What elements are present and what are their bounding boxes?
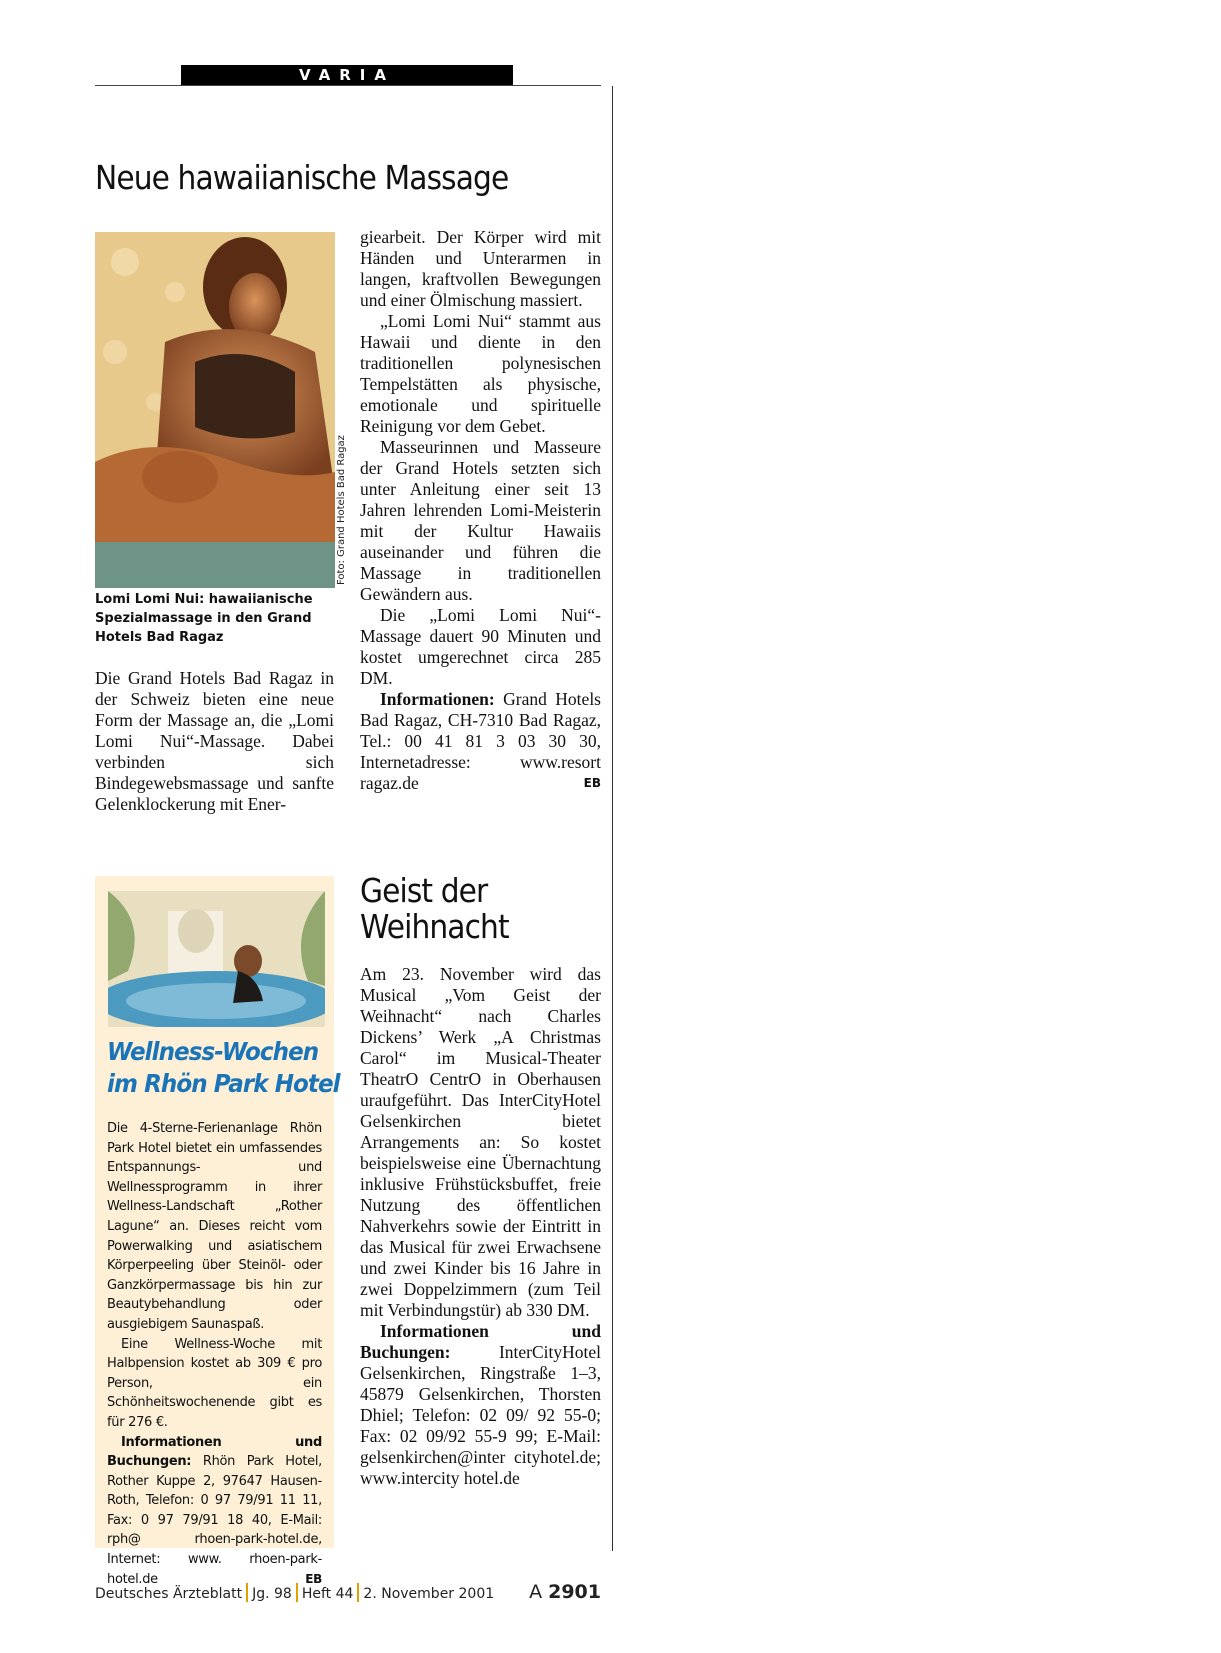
paragraph: Eine Wellness-Woche mit Halbpension kostet ab 309 € pro Person, ein Schönheitswochenende gibt es für 276 €. bbox=[107, 1336, 322, 1430]
paragraph: Masseurinnen und Masseure der Grand Hotels setzten sich unter Anleitung einer seit 13 Jahren lehrenden Lomi-Meisterin mit der Kultur Hawaiis auseinander und führen die Massage in traditionellen Gewändern aus. bbox=[360, 437, 601, 604]
volume: Jg. 98 bbox=[252, 1586, 292, 1602]
section-label: VARIA bbox=[181, 65, 513, 86]
box-title-line: Wellness-Wochen bbox=[107, 1037, 319, 1066]
info-text: InterCityHotel Gelsenkirchen, Ringstraße 1–3, 45879 Gelsenkirchen, Thorsten Dhiel; Telefon: 02 09/ 92 55-0; Fax: 02 09/92 55-9 99; E-Mail: gelsenkirchen@inter cityhotel.de; www.intercity hotel.de bbox=[360, 1342, 601, 1488]
author-signature: EB bbox=[583, 776, 601, 790]
info-paragraph bbox=[360, 689, 601, 794]
paragraph: giearbeit. Der Körper wird mit Händen und Unterarmen in langen, kraftvollen Bewegungen und einer Ölmischung massiert. bbox=[360, 227, 601, 310]
article-headline: Neue hawaiianische Massage bbox=[95, 158, 509, 197]
journal-name: Deutsches Ärzteblatt bbox=[95, 1586, 243, 1602]
paragraph: Die Grand Hotels Bad Ragaz in der Schweiz bieten eine neue Form der Massage an, die „Lomi Lomi Nui“-Massage. Dabei verbinden sich Bindegewebsmassage und sanfte Gelenklockerung mit Ener- bbox=[95, 668, 334, 814]
issue: Heft 44 bbox=[301, 1586, 354, 1602]
issue-date: 2. November 2001 bbox=[363, 1586, 495, 1602]
separator bbox=[246, 1583, 248, 1602]
info-text: Grand Hotels Bad Ragaz, CH-7310 Bad Ragaz, Tel.: 00 41 81 3 03 30 30, Internetadresse: www.resort ragaz.de bbox=[360, 689, 601, 793]
massage-photo bbox=[95, 232, 335, 588]
top-rule bbox=[95, 85, 601, 86]
info-label: Informationen und Buchungen: bbox=[107, 1434, 322, 1470]
wellness-box bbox=[95, 876, 340, 1587]
photo-credit: Foto: Grand Hotels Bad Ragaz bbox=[336, 435, 347, 585]
box-title-line: im Rhön Park Hotel bbox=[107, 1069, 340, 1098]
info-label: Informationen: bbox=[380, 689, 495, 709]
page-number bbox=[529, 1581, 601, 1603]
pool-photo bbox=[108, 891, 325, 1027]
separator bbox=[357, 1583, 359, 1602]
column-rule bbox=[612, 86, 613, 1551]
author-signature: EB bbox=[305, 1571, 322, 1586]
page-prefix: A bbox=[529, 1581, 543, 1603]
paragraph: Die „Lomi Lomi Nui“-Massage dauert 90 Minuten und kostet umgerechnet circa 285 DM. bbox=[360, 605, 601, 688]
photo-caption: Lomi Lomi Nui: hawaiianische Spezialmassage in den Grand Hotels Bad Ragaz bbox=[95, 592, 313, 645]
paragraph: „Lomi Lomi Nui“ stammt aus Hawaii und diente in den traditionellen polynesischen Tempelstätten als physische, emotionale und spirituelle Reinigung vor dem Gebet. bbox=[360, 311, 601, 436]
headline-line: Geist der bbox=[360, 871, 488, 910]
paragraph: Die 4-Sterne-Ferienanlage Rhön Park Hotel bietet ein umfassendes Entspannungs- und Wellnessprogramm in ihrer Wellness-Landschaft „Rother Lagune“ an. Dieses reicht vom Powerwalking und asiatischem Körperpeeling über Steinöl- oder Ganzkörpermassage bis hin zur Beautybehandlung oder ausgiebigem Saunaspaß. bbox=[107, 1121, 322, 1332]
paragraph: Am 23. November wird das Musical „Vom Geist der Weihnacht“ nach Charles Dickens’ Werk „A Christmas Carol“ im Musical-Theater TheatrO CentrO in Oberhausen uraufgeführt. Das InterCityHotel Gelsenkirchen bietet Arrangements an: So kostet beispielsweise eine Übernachtung inklusive Frühstücksbuffet, freie Nutzung des öffentlichen Nahverkehrs sowie der Eintritt in das Musical für zwei Erwachsene und zwei Kinder bis 16 Jahre in zwei Doppelzimmern (zum Teil mit Verbindungstür) ab 330 DM. bbox=[360, 964, 601, 1320]
separator bbox=[296, 1583, 298, 1602]
article-column-2 bbox=[360, 227, 601, 794]
page-footer bbox=[95, 1583, 601, 1607]
info-text: Rhön Park Hotel, Rother Kuppe 2, 97647 Hausen-Roth, Telefon: 0 97 79/91 11 11, Fax: 0 97 79/91 18 40, E-Mail: rph@ rhoen-park-hotel.de, Internet: www. rhoen-park-hotel.de bbox=[107, 1454, 322, 1587]
box-body bbox=[107, 1119, 322, 1589]
info-label: Informationen und Buchungen: bbox=[360, 1321, 601, 1362]
page-number-value: 2901 bbox=[548, 1581, 601, 1603]
info-paragraph bbox=[107, 1433, 322, 1590]
article-column-3 bbox=[360, 964, 601, 1489]
article-column-1 bbox=[95, 668, 334, 815]
headline-line: Weihnacht bbox=[360, 907, 509, 946]
article-headline bbox=[360, 873, 509, 945]
info-paragraph bbox=[360, 1321, 601, 1489]
box-title bbox=[107, 1036, 340, 1100]
